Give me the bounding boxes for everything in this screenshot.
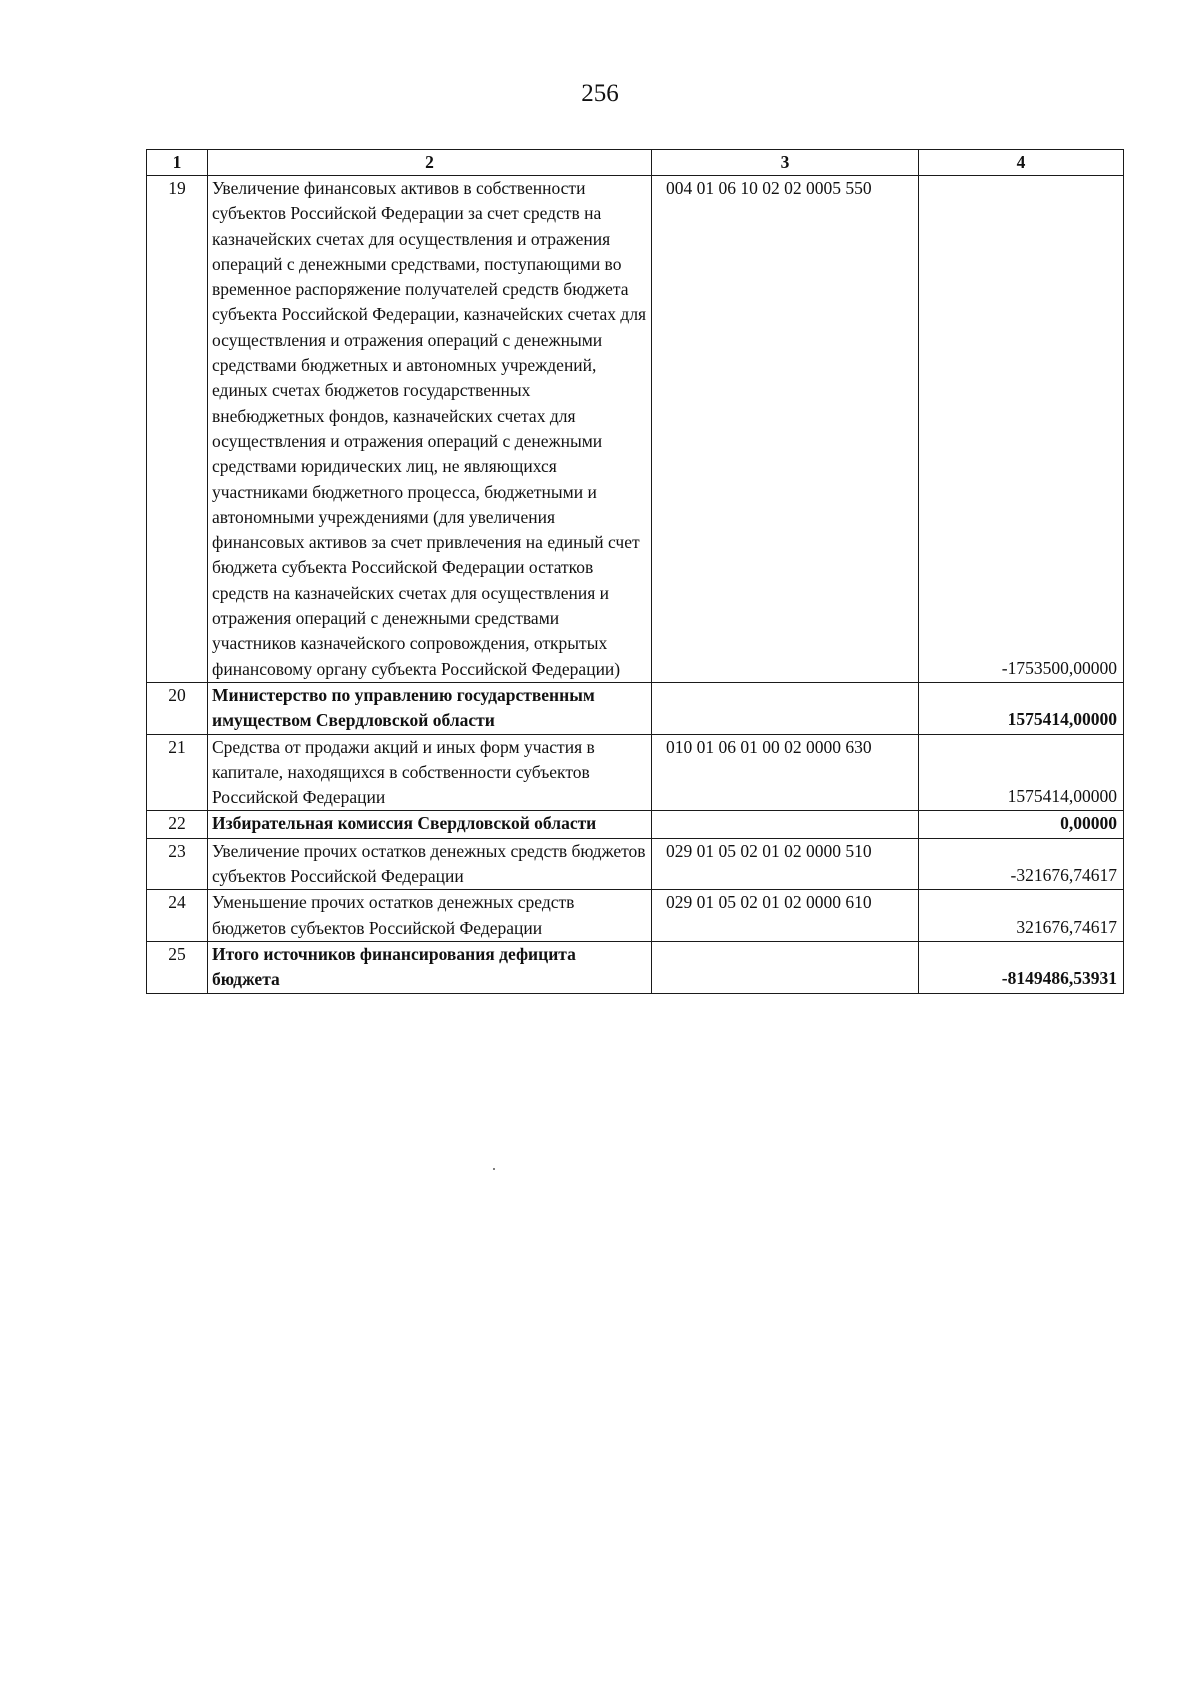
table-row [147, 734, 1124, 811]
financing-sources-table [146, 149, 1124, 994]
scan-speck [493, 1168, 495, 1170]
row-description: Итого источников финансирования дефицита бюджета [208, 941, 652, 993]
row-value: -321676,74617 [919, 838, 1124, 890]
row-value: -1753500,00000 [919, 176, 1124, 683]
row-code: 004 01 06 10 02 02 0005 550 [652, 176, 919, 683]
row-value: 321676,74617 [919, 890, 1124, 942]
table-row [147, 838, 1124, 890]
row-code: 010 01 06 01 00 02 0000 630 [652, 734, 919, 811]
row-number: 19 [147, 176, 208, 683]
table-row [147, 941, 1124, 993]
row-number: 22 [147, 811, 208, 838]
table-row [147, 890, 1124, 942]
row-number: 25 [147, 941, 208, 993]
table-row [147, 176, 1124, 683]
table-header-row [147, 150, 1124, 176]
row-number: 20 [147, 682, 208, 734]
row-value: 1575414,00000 [919, 734, 1124, 811]
page-number: 256 [581, 80, 619, 107]
column-header-4: 4 [919, 150, 1124, 176]
row-description: Министерство по управлению государственным имуществом Свердловской области [208, 682, 652, 734]
row-description: Средства от продажи акций и иных форм участия в капитале, находящихся в собственности субъектов Российской Федерации [208, 734, 652, 811]
row-value: -8149486,53931 [919, 941, 1124, 993]
row-value: 1575414,00000 [919, 682, 1124, 734]
column-header-1: 1 [147, 150, 208, 176]
row-description: Избирательная комиссия Свердловской области [208, 811, 652, 838]
row-code [652, 811, 919, 838]
row-description: Увеличение финансовых активов в собственности субъектов Российской Федерации за счет средств на казначейских счетах для осуществления и отражения операций с денежными средствами, поступающими во временное распоряжение получателей средств бюджета субъекта Российской Федерации, казначейских счетах для осуществления и отражения операций с денежными средствами бюджетных и автономных учреждений, единых счетах бюджетов государственных внебюджетных фондов, казначейских счетах для осуществления и отражения операций с денежными средствами юридических лиц, не являющихся участниками бюджетного процесса, бюджетными и автономными учреждениями (для увеличения финансовых активов за счет привлечения на единый счет бюджета субъекта Российской Федерации остатков средств на казначейских счетах для осуществления и отражения операций с денежными средствами участников казначейского сопровождения, открытых финансовому органу субъекта Российской Федерации) [208, 176, 652, 683]
row-number: 24 [147, 890, 208, 942]
column-header-2: 2 [208, 150, 652, 176]
table-row [147, 811, 1124, 838]
table-row [147, 682, 1124, 734]
row-number: 21 [147, 734, 208, 811]
row-code [652, 682, 919, 734]
row-description: Увеличение прочих остатков денежных средств бюджетов субъектов Российской Федерации [208, 838, 652, 890]
column-header-3: 3 [652, 150, 919, 176]
row-code [652, 941, 919, 993]
row-description: Уменьшение прочих остатков денежных средств бюджетов субъектов Российской Федерации [208, 890, 652, 942]
row-value: 0,00000 [919, 811, 1124, 838]
row-code: 029 01 05 02 01 02 0000 510 [652, 838, 919, 890]
row-code: 029 01 05 02 01 02 0000 610 [652, 890, 919, 942]
row-number: 23 [147, 838, 208, 890]
